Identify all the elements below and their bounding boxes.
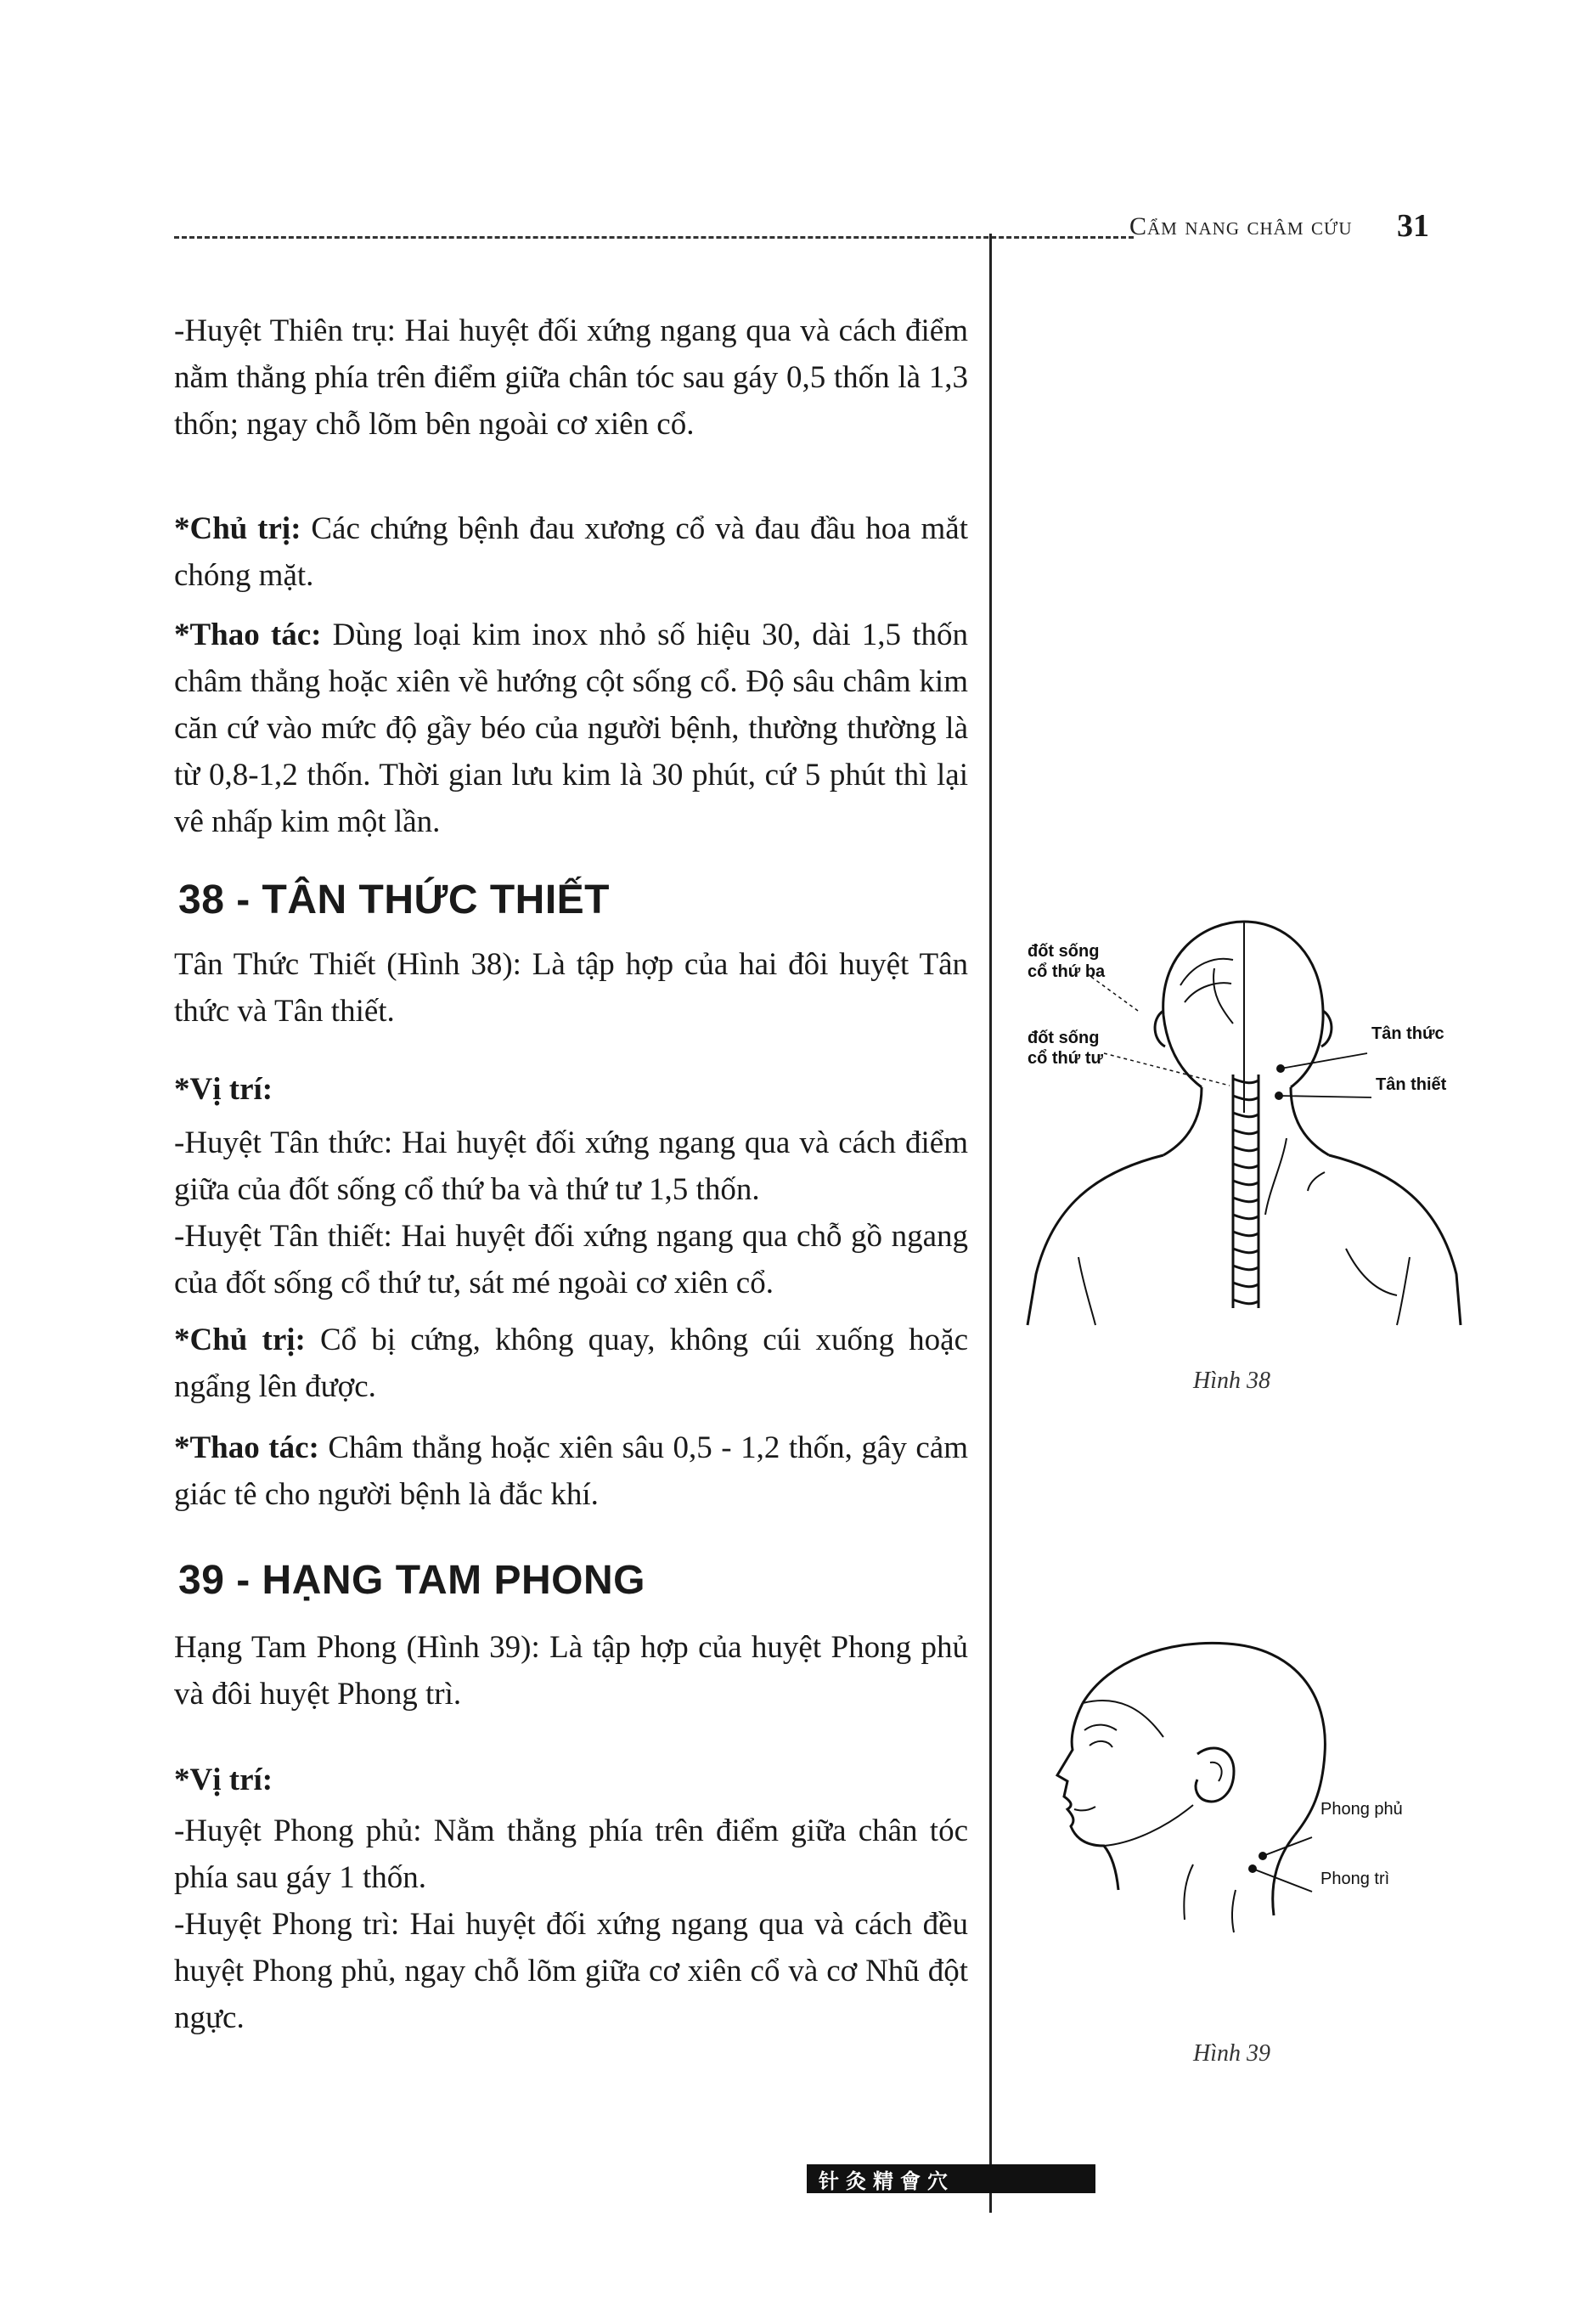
fig38-head-outline xyxy=(1163,922,1323,1087)
section39-phong-tri: -Huyệt Phong trì: Hai huyệt đối xứng ngang qua và cách đều huyệt Phong phủ, ngay chỗ lõm giữa cơ xiên cổ và cơ Nhũ đột ngực. xyxy=(174,1907,968,2035)
thao-tac-text: Dùng loại kim inox nhỏ số hiệu 30, dài 1,5 thốn châm thẳng hoặc xiên về hướng cột sống cổ. Độ sâu châm kim căn cứ vào mức độ gầy béo của người bệnh, thường thường là từ 0,8-1,2 thốn. Thời gian lưu kim là 30 phút, cứ 5 phút thì lại vê nhấp kim một lần. xyxy=(174,618,969,839)
footer-strip xyxy=(807,2164,1095,2193)
thao-tac-label: *Thao tác: xyxy=(174,618,322,652)
fig38-label-tan-thuc: Tân thức xyxy=(1371,1024,1444,1043)
fig39-label-phong-phu: Phong phủ xyxy=(1320,1800,1403,1819)
paragraph-chu-tri-intro xyxy=(174,505,968,599)
fig38-label-c3-line1: đốt sống xyxy=(1028,942,1100,961)
vi-tri-label: *Vị trí: xyxy=(174,1072,273,1107)
fig39-label-phong-tri: Phong trì xyxy=(1320,1870,1390,1888)
column-divider xyxy=(989,234,992,2213)
fig38-label-c4 xyxy=(1028,1028,1103,1069)
section-title-38: 38 - TÂN THỨC THIẾT xyxy=(178,877,610,922)
section38-tan-thuc: -Huyệt Tân thức: Hai huyệt đối xứng ngang qua và cách điểm giữa của đốt sống cổ thứ ba và thứ tư 1,5 thốn. xyxy=(174,1125,968,1207)
section38-chu-tri xyxy=(174,1317,968,1410)
fig39-caption: Hình 39 xyxy=(1193,2040,1270,2067)
section38-vi-tri-label xyxy=(174,1066,968,1113)
fig38-label-c4-line2: cổ thứ tư xyxy=(1028,1049,1103,1068)
section39-intro: Hạng Tam Phong (Hình 39): Là tập hợp của huyệt Phong phủ và đôi huyệt Phong trì. xyxy=(174,1630,968,1712)
section38-thao-tac xyxy=(174,1424,968,1518)
thao-tac-text: Châm thẳng hoặc xiên sâu 0,5 - 1,2 thốn, gây cảm giác tê cho người bệnh là đắc khí. xyxy=(174,1430,968,1512)
fig38-label-c3-line2: cổ thứ ba xyxy=(1028,962,1106,981)
fig38-label-tan-thiet: Tân thiết xyxy=(1376,1075,1447,1094)
fig38-label-c4-line1: đốt sống xyxy=(1028,1029,1100,1047)
chu-tri-text: Các chứng bệnh đau xương cổ và đau đầu hoa mắt chóng mặt. xyxy=(174,511,968,593)
fig38-caption: Hình 38 xyxy=(1193,1368,1270,1394)
section-title-39: 39 - HẠNG TAM PHONG xyxy=(178,1558,645,1603)
section39-phong-phu: -Huyệt Phong phủ: Nằm thẳng phía trên điểm giữa chân tóc phía sau gáy 1 thốn. xyxy=(174,1814,968,1895)
paragraph-thao-tac-intro xyxy=(174,612,968,845)
section38-tan-thiet: -Huyệt Tân thiết: Hai huyệt đối xứng ngang qua chỗ gồ ngang của đốt sống cổ thứ tư, sát mé ngoài cơ xiên cổ. xyxy=(174,1219,968,1300)
chu-tri-label: *Chủ trị: xyxy=(174,1323,306,1357)
vi-tri-label: *Vị trí: xyxy=(174,1763,273,1797)
fig38-cervical-spine xyxy=(1233,1075,1258,1308)
section39-vi-tri-label xyxy=(174,1757,968,1803)
chu-tri-label: *Chủ trị: xyxy=(174,511,301,546)
section38-intro: Tân Thức Thiết (Hình 38): Là tập hợp của hai đôi huyệt Tân thức và Tân thiết. xyxy=(174,947,968,1029)
page-number: 31 xyxy=(1397,208,1429,244)
running-header-title: Cẩm nang châm cứu xyxy=(1129,212,1353,240)
fig39-head-outline xyxy=(1083,1643,1325,1835)
footer-strip-text: 针灸精會穴 xyxy=(819,2169,954,2193)
thao-tac-label: *Thao tác: xyxy=(174,1430,319,1465)
figure-39-illustration xyxy=(1023,1627,1414,1949)
chu-tri-text: Cổ bị cứng, không quay, không cúi xuống hoặc ngẩng lên được. xyxy=(174,1323,968,1404)
fig38-label-c3 xyxy=(1028,941,1105,982)
paragraph-thien-tru: -Huyệt Thiên trụ: Hai huyệt đối xứng ngang qua và cách điểm nằm thẳng phía trên điểm giữa chân tóc sau gáy 0,5 thốn là 1,3 thốn; ngay chỗ lõm bên ngoài cơ xiên cổ. xyxy=(174,313,968,442)
